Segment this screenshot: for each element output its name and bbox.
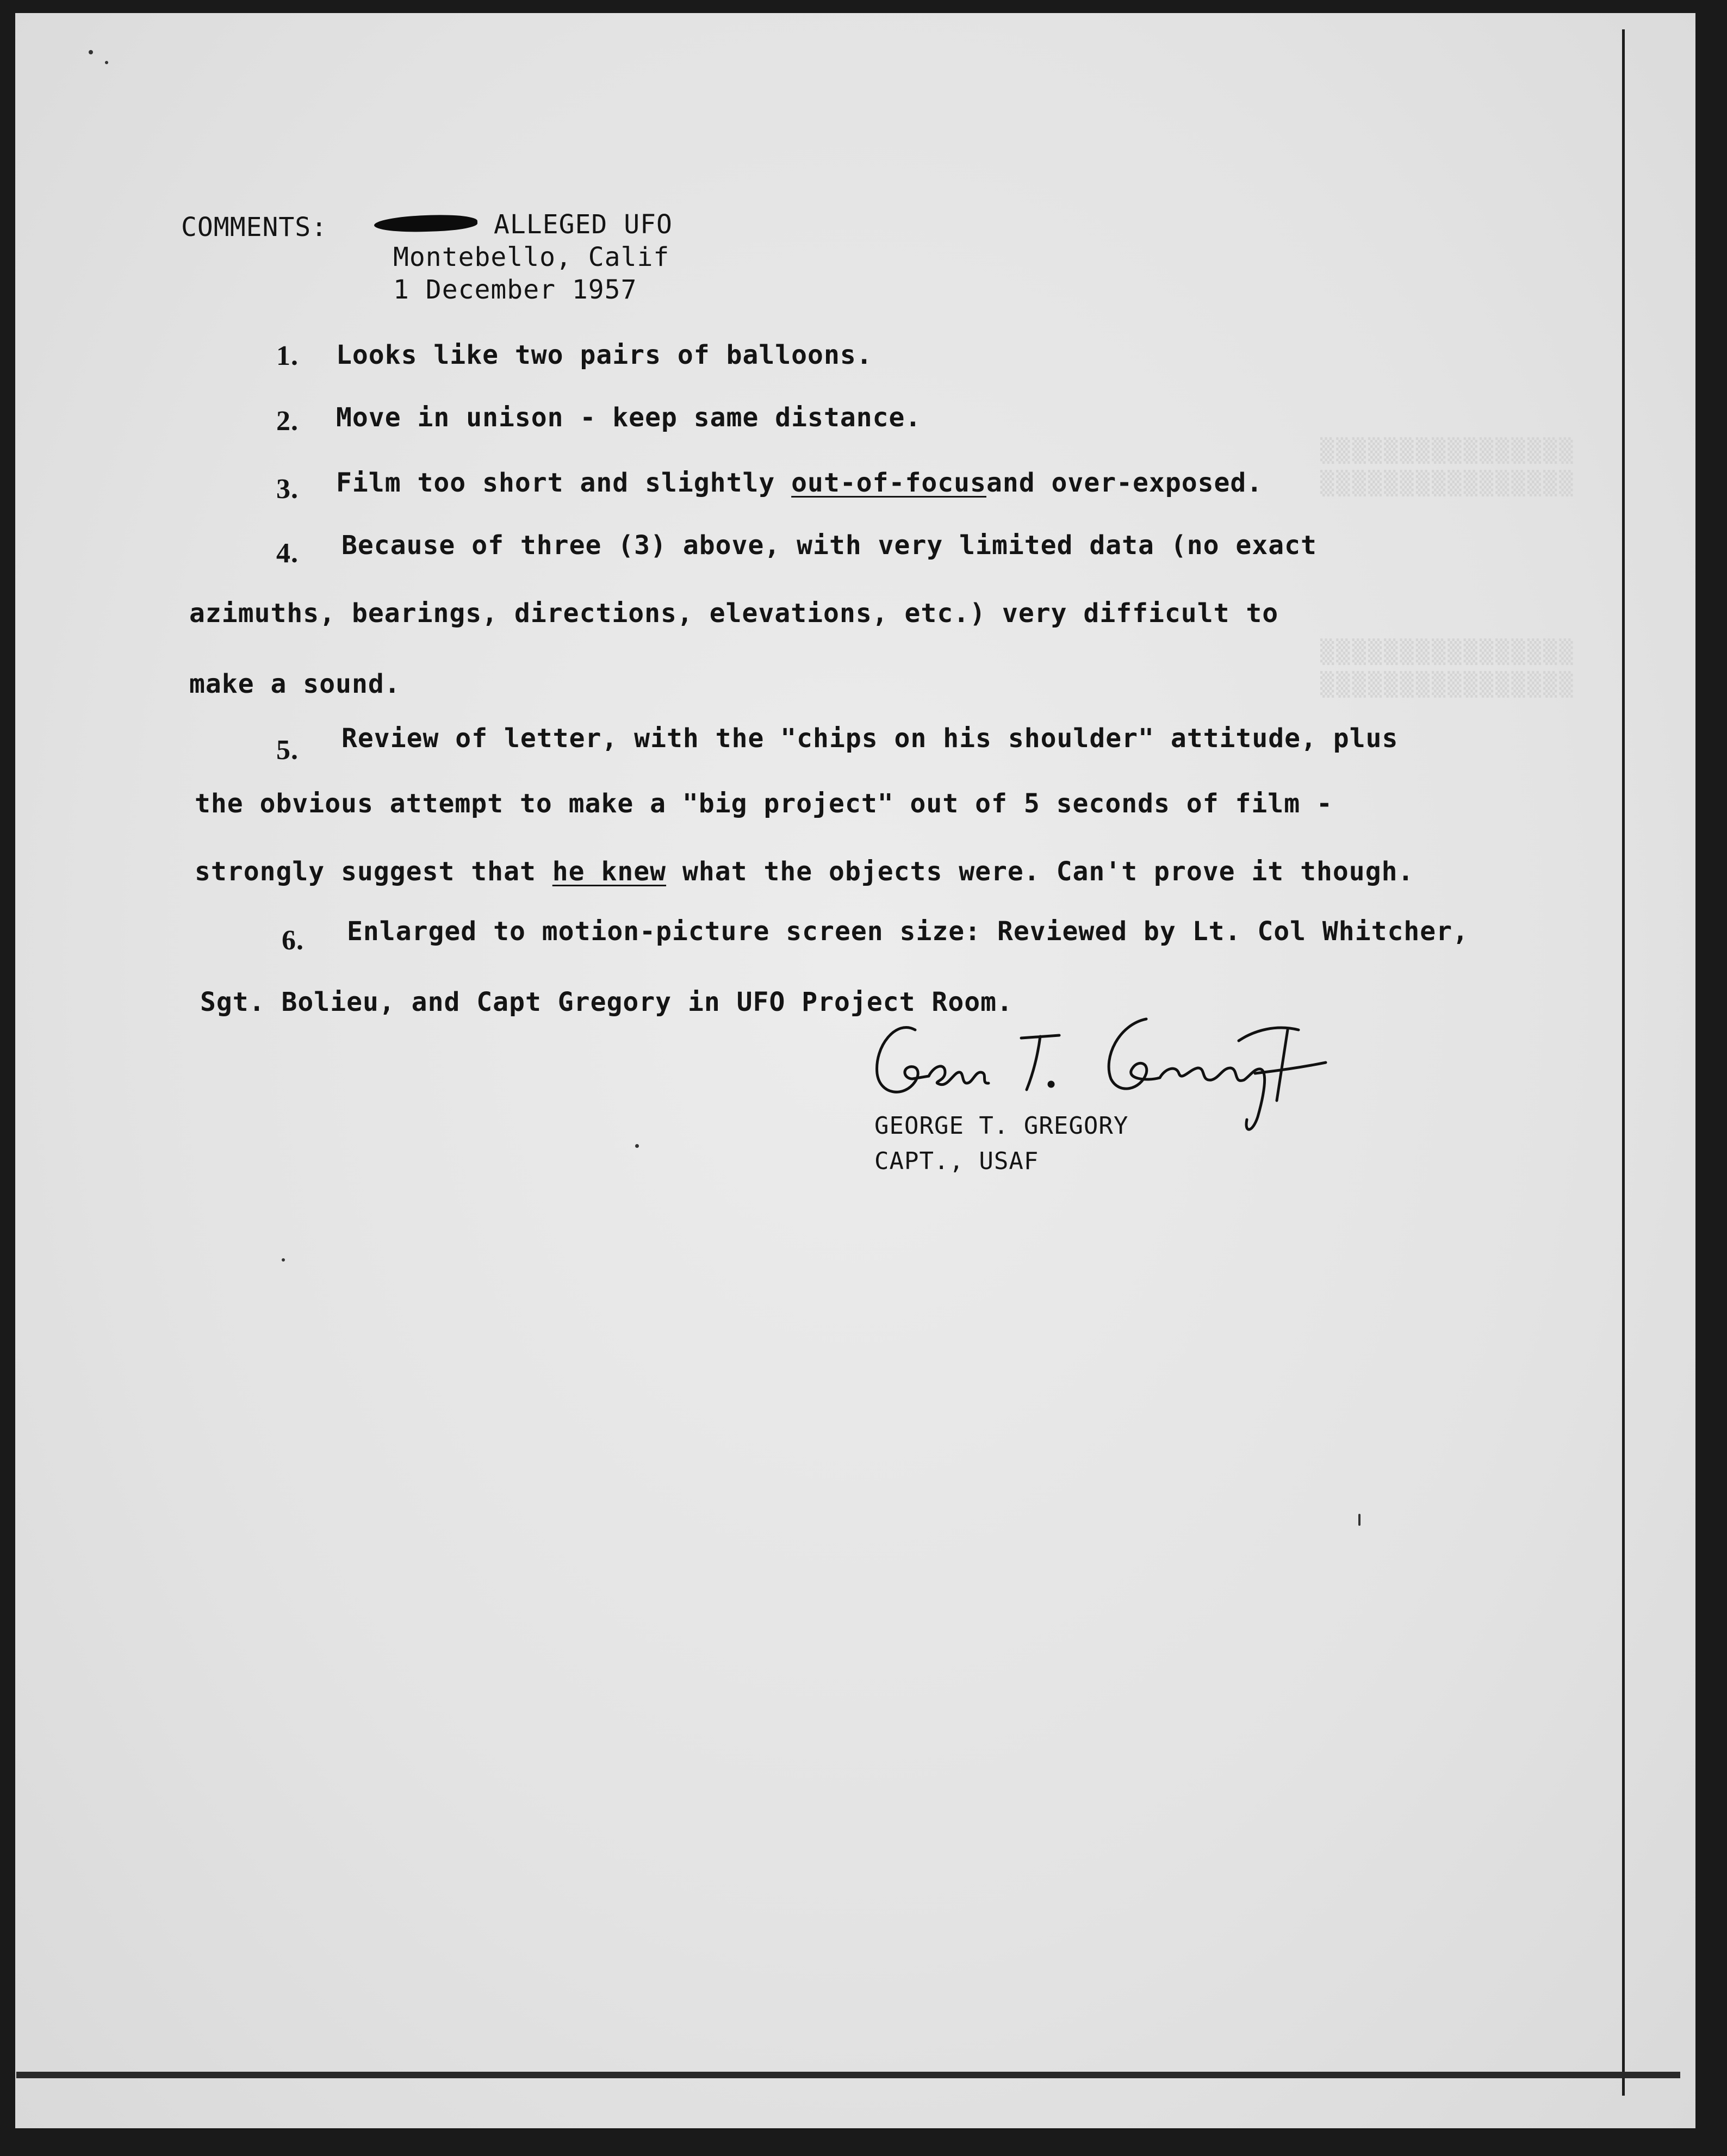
signer-name: GEORGE T. GREGORY: [874, 1112, 1129, 1140]
item-number: 3.: [276, 474, 299, 505]
item-text: strongly suggest that he knew what the objects were. Can't prove it though.: [195, 856, 1414, 887]
item-text: Because of three (3) above, with very limited data (no exact: [341, 530, 1317, 561]
redaction-mark: [374, 214, 478, 234]
item-text: make a sound.: [189, 669, 401, 699]
comments-label: COMMENTS:: [181, 212, 328, 243]
underlined-phrase: out-of-focus: [791, 468, 986, 498]
subject-date: 1 December 1957: [393, 275, 637, 305]
subject-location: Montebello, Calif: [393, 242, 670, 272]
item-text: Review of letter, with the "chips on his shoulder" attitude, plus: [341, 723, 1399, 754]
subject-title: ALLEGED UFO: [494, 209, 673, 240]
item-number: 2.: [276, 406, 299, 437]
item-text: Enlarged to motion-picture screen size: Reviewed by Lt. Col Whitcher,: [347, 916, 1469, 947]
item-text: Move in unison - keep same distance.: [336, 402, 922, 433]
item-text: azimuths, bearings, directions, elevations, etc.) very difficult to: [189, 598, 1279, 629]
item-number: 5.: [276, 735, 299, 766]
item-number: 4.: [276, 538, 299, 569]
bleed-through-text: ▒▒▒▒▒▒▒▒▒▒▒▒▒▒▒▒: [1320, 638, 1575, 665]
dust-speck: [105, 61, 108, 64]
item-text: Looks like two pairs of balloons.: [336, 340, 873, 370]
item-text: Film too short and slightly out-of-focusand over-exposed.: [336, 468, 1263, 498]
item-text: the obvious attempt to make a "big project" out of 5 seconds of film -: [195, 788, 1333, 819]
dust-speck: [635, 1144, 639, 1148]
bleed-through-text: ▒▒▒▒▒▒▒▒▒▒▒▒▒▒▒▒: [1320, 437, 1575, 464]
item-number: 6.: [282, 925, 304, 956]
page-bottom-edge: [16, 2072, 1680, 2078]
bleed-through-text: ▒▒▒▒▒▒▒▒▒▒▒▒▒▒▒▒: [1320, 671, 1575, 698]
item-text: Sgt. Bolieu, and Capt Gregory in UFO Project Room.: [200, 987, 1013, 1017]
item-number: 1.: [276, 340, 299, 371]
dust-speck: [89, 50, 93, 54]
dust-speck: [1358, 1514, 1361, 1526]
page-edge-line: [1622, 29, 1625, 2096]
document-page: [15, 13, 1695, 2128]
dust-speck: [282, 1258, 285, 1262]
underlined-phrase: he knew: [552, 856, 667, 887]
bleed-through-text: ▒▒▒▒▒▒▒▒▒▒▒▒▒▒▒▒: [1320, 470, 1575, 496]
signer-rank: CAPT., USAF: [874, 1147, 1039, 1175]
